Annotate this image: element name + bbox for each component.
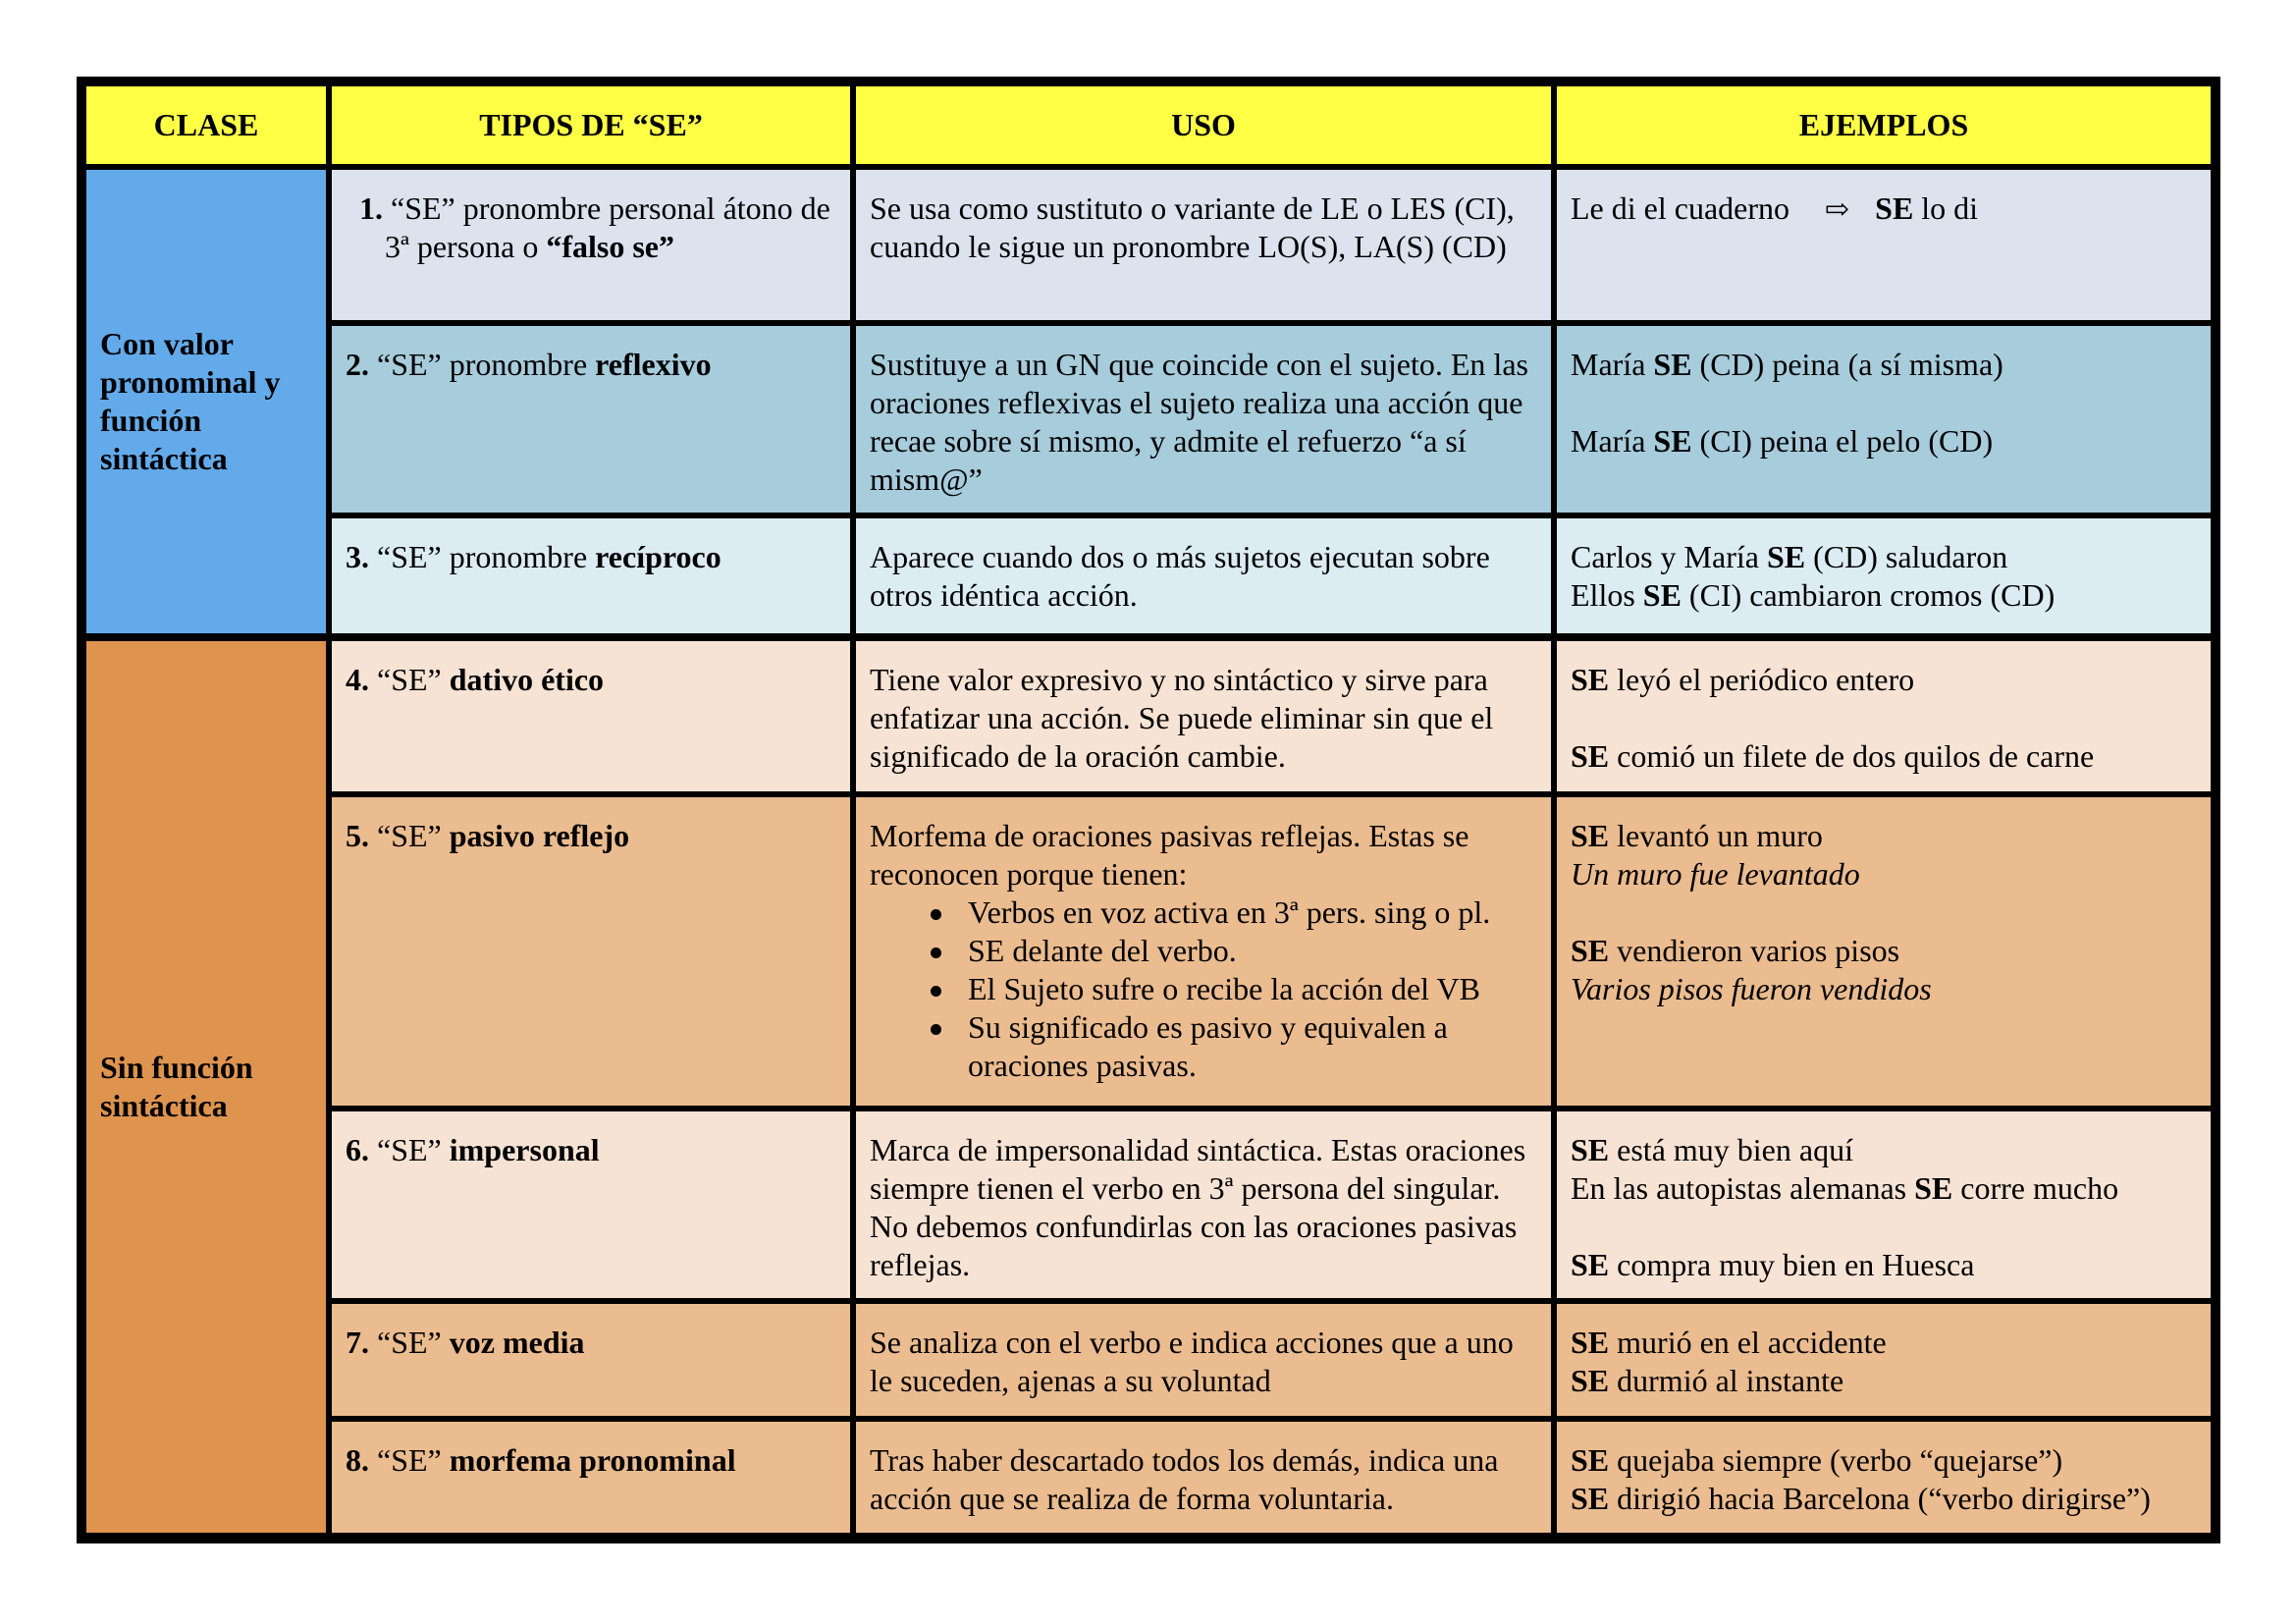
row3-tipo — [332, 518, 850, 633]
row6-ejemplos — [1557, 1111, 2211, 1298]
row6-example-1: SE está muy bien aquí — [1571, 1132, 1853, 1167]
row5-example-1-passive: Un muro fue levantado — [1571, 856, 1860, 892]
row3-uso-text: Aparece cuando dos o más sujetos ejecutan sobre otros idéntica acción. — [870, 539, 1490, 613]
row3-tipo-text: 3. “SE” pronombre recíproco — [346, 539, 721, 574]
header-ejemplos-text: EJEMPLOS — [1798, 107, 1969, 142]
row1-tipo — [332, 170, 850, 320]
row8-example-1: SE quejaba siempre (verbo “quejarse”) — [1571, 1442, 2063, 1478]
row6-example-3: SE compra muy bien en Huesca — [1571, 1247, 1975, 1282]
row4-example-2: SE comió un filete de dos quilos de carne — [1571, 738, 2095, 774]
row8-tipo — [332, 1422, 850, 1533]
row4-ejemplos — [1557, 641, 2211, 791]
row7-tipo-text: 7. “SE” voz media — [346, 1325, 585, 1360]
header-uso-text: USO — [1171, 107, 1236, 142]
row7-example-2: SE durmió al instante — [1571, 1363, 1844, 1398]
row4-tipo — [332, 641, 850, 791]
row7-uso — [856, 1304, 1551, 1416]
row5-example-2-passive: Varios pisos fueron vendidos — [1571, 971, 1932, 1006]
row8-example-2: SE dirigió hacia Barcelona (“verbo dirigirse”) — [1571, 1481, 2151, 1516]
row8-uso — [856, 1422, 1551, 1533]
row8-uso-text: Tras haber descartado todos los demás, indica una acción que se realiza de forma voluntaria. — [870, 1442, 1499, 1516]
row5-tipo-text: 5. “SE” pasivo reflejo — [346, 818, 630, 853]
row7-tipo — [332, 1304, 850, 1416]
row1-uso — [856, 170, 1551, 320]
row1-uso-text: Se usa como sustituto o variante de LE o LES (CI), cuando le sigue un pronombre LO(S), LA(S) (CD) — [870, 190, 1515, 264]
row2-uso — [856, 326, 1551, 513]
class-con-valor — [86, 170, 326, 633]
row3-example-1: Carlos y María SE (CD) saludaron — [1571, 539, 2008, 574]
row2-tipo-text: 2. “SE” pronombre reflexivo — [346, 347, 712, 382]
row1-example: Le di el cuaderno ⇨ SE lo di — [1571, 189, 2197, 229]
row6-uso — [856, 1111, 1551, 1298]
row5-tipo — [332, 797, 850, 1106]
row3-ejemplos — [1557, 518, 2211, 633]
bullet-icon — [931, 1024, 941, 1035]
row5-example-1: SE levantó un muro — [1571, 818, 1823, 853]
row5-bullet-4: Su significado es pasivo y equivalen a oraciones pasivas. — [870, 1008, 1537, 1085]
row5-bullet-3: El Sujeto sufre o recibe la acción del VB — [870, 970, 1537, 1008]
right-arrow-icon: ⇨ — [1825, 193, 1850, 226]
se-classification-table — [77, 77, 2220, 1543]
row6-tipo — [332, 1111, 850, 1298]
header-uso — [856, 86, 1551, 164]
row4-uso-text: Tiene valor expresivo y no sintáctico y sirve para enfatizar una acción. Se puede eliminar sin que el significado de la oración cambie. — [870, 662, 1494, 774]
row2-tipo — [332, 326, 850, 513]
row3-example-2: Ellos SE (CI) cambiaron cromos (CD) — [1571, 577, 2056, 613]
row7-example-1: SE murió en el accidente — [1571, 1325, 1887, 1360]
row5-bullet-1: Verbos en voz activa en 3ª pers. sing o pl. — [870, 893, 1537, 932]
row5-bullet-2: SE delante del verbo. — [870, 932, 1537, 970]
row5-ejemplos — [1557, 797, 2211, 1106]
bullet-icon — [931, 986, 941, 997]
row7-uso-text: Se analiza con el verbo e indica acciones que a uno le suceden, ajenas a su voluntad — [870, 1325, 1514, 1398]
class-sin-funcion — [86, 641, 326, 1533]
row6-uso-text: Marca de impersonalidad sintáctica. Estas oraciones siempre tienen el verbo en 3ª persona del singular. No debemos confundirlas con las oraciones pasivas reflejas. — [870, 1132, 1526, 1282]
bullet-icon — [931, 909, 941, 920]
row4-uso — [856, 641, 1551, 791]
row6-example-2: En las autopistas alemanas SE corre mucho — [1571, 1170, 2119, 1206]
header-tipos-text: TIPOS DE “SE” — [479, 107, 703, 142]
header-clase — [86, 86, 326, 164]
row2-ejemplos — [1557, 326, 2211, 513]
bullet-icon — [931, 947, 941, 958]
row8-tipo-text: 8. “SE” morfema pronominal — [346, 1442, 736, 1478]
class-sin-funcion-text: Sin función sintáctica — [100, 1050, 253, 1123]
header-clase-text: CLASE — [153, 107, 259, 142]
class-con-valor-text: Con valor pronominal y función sintáctica — [100, 326, 281, 476]
row4-tipo-text: 4. “SE” dativo ético — [346, 662, 605, 697]
row2-uso-text: Sustituye a un GN que coincide con el sujeto. En las oraciones reflexivas el sujeto realiza una acción que recae sobre sí mismo, y admite el refuerzo “a sí mism@” — [870, 347, 1528, 497]
row1-ejemplos — [1557, 170, 2211, 320]
row5-uso — [856, 797, 1551, 1106]
header-ejemplos — [1557, 86, 2211, 164]
row8-ejemplos — [1557, 1422, 2211, 1533]
row1-tipo-text: 1. “SE” pronombre personal átono de 3ª persona o “falso se” — [359, 190, 830, 264]
row6-tipo-text: 6. “SE” impersonal — [346, 1132, 600, 1167]
row2-example-1: María SE (CD) peina (a sí misma) — [1571, 347, 2003, 382]
row4-example-1: SE leyó el periódico entero — [1571, 662, 1915, 697]
row2-example-2: María SE (CI) peina el pelo (CD) — [1571, 423, 1994, 459]
header-tipos — [332, 86, 850, 164]
row7-ejemplos — [1557, 1304, 2211, 1416]
row3-uso — [856, 518, 1551, 633]
row5-uso-intro: Morfema de oraciones pasivas reflejas. Estas se reconocen porque tienen: — [870, 818, 1469, 892]
row5-example-2: SE vendieron varios pisos — [1571, 933, 1900, 968]
